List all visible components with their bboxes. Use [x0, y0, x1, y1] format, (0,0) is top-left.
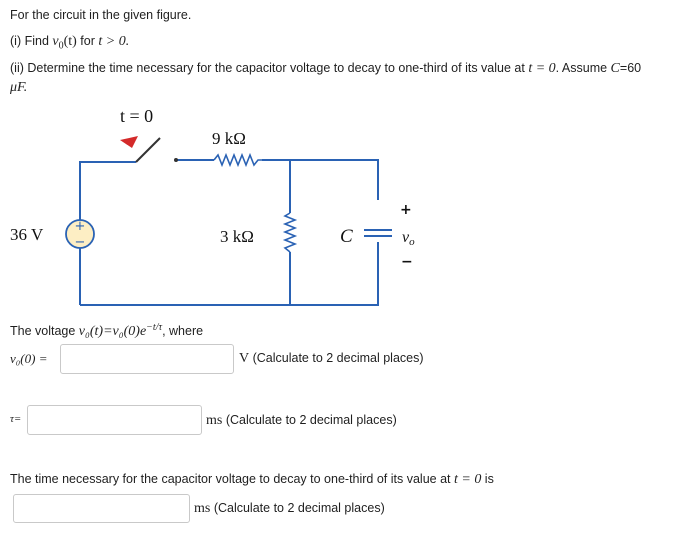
formula: v₀(t)=v₀(0)e: [78, 324, 147, 340]
time-question-cond: t = 0: [453, 472, 482, 487]
source-minus: −: [74, 235, 86, 250]
part2-body: (ii) Determine the time necessary for the capacitor voltage to decay to one-third of its value at: [10, 61, 529, 75]
part1-mid: for: [76, 34, 99, 48]
part1-prefix: (i) Find: [10, 34, 53, 48]
vo-label: vo: [402, 229, 415, 248]
part2-c: C: [610, 61, 620, 76]
part2-after: . Assume: [555, 61, 611, 75]
cap-label: C: [340, 226, 353, 247]
switch: [120, 136, 178, 162]
capacitor: [364, 230, 392, 236]
resistor-3k: [285, 213, 295, 252]
time-input[interactable]: [13, 494, 190, 523]
part1-sub: 0: [58, 40, 64, 52]
part2-text: [10, 61, 641, 77]
part1-cond: t > 0.: [98, 34, 130, 49]
r1-label: 9 kΩ: [212, 129, 246, 148]
time-question: The time necessary for the capacitor voltage to decay to one-third of its value at t = 0 is: [10, 472, 494, 487]
formula-exp: −t/τ: [146, 322, 163, 333]
part1-text: [10, 34, 129, 52]
formula-suffix: , where: [162, 324, 204, 339]
circuit-diagram: [0, 100, 440, 315]
switch-arrow-icon: [120, 136, 138, 148]
part1-var: v: [52, 34, 59, 49]
voltage-source: [66, 219, 94, 250]
time-unit: ms (Calculate to 2 decimal places): [194, 501, 385, 516]
v0-label: v₀(0) =: [10, 351, 48, 366]
switch-label: t = 0: [120, 106, 154, 126]
part2-unit: μF.: [10, 80, 28, 95]
part2-cval: =60: [619, 61, 642, 75]
vo-plus: +: [400, 202, 412, 218]
part1-arg: (t): [63, 34, 77, 49]
tau-input[interactable]: [27, 405, 202, 435]
source-label: 36 V: [10, 225, 44, 244]
formula-prefix: The voltage: [10, 324, 79, 339]
v0-unit: V (Calculate to 2 decimal places): [239, 351, 424, 366]
r2-label: 3 kΩ: [220, 227, 254, 246]
formula-line: [10, 322, 203, 340]
tau-unit: ms (Calculate to 2 decimal places): [206, 413, 397, 428]
part2-cond: t = 0: [528, 61, 556, 76]
resistor-9k: [214, 155, 262, 165]
vo-minus: −: [401, 254, 413, 270]
intro-text: For the circuit in the given figure.: [10, 8, 192, 22]
v0-input[interactable]: [60, 344, 234, 374]
tau-label: τ=: [10, 413, 22, 425]
source-plus: +: [74, 219, 86, 234]
